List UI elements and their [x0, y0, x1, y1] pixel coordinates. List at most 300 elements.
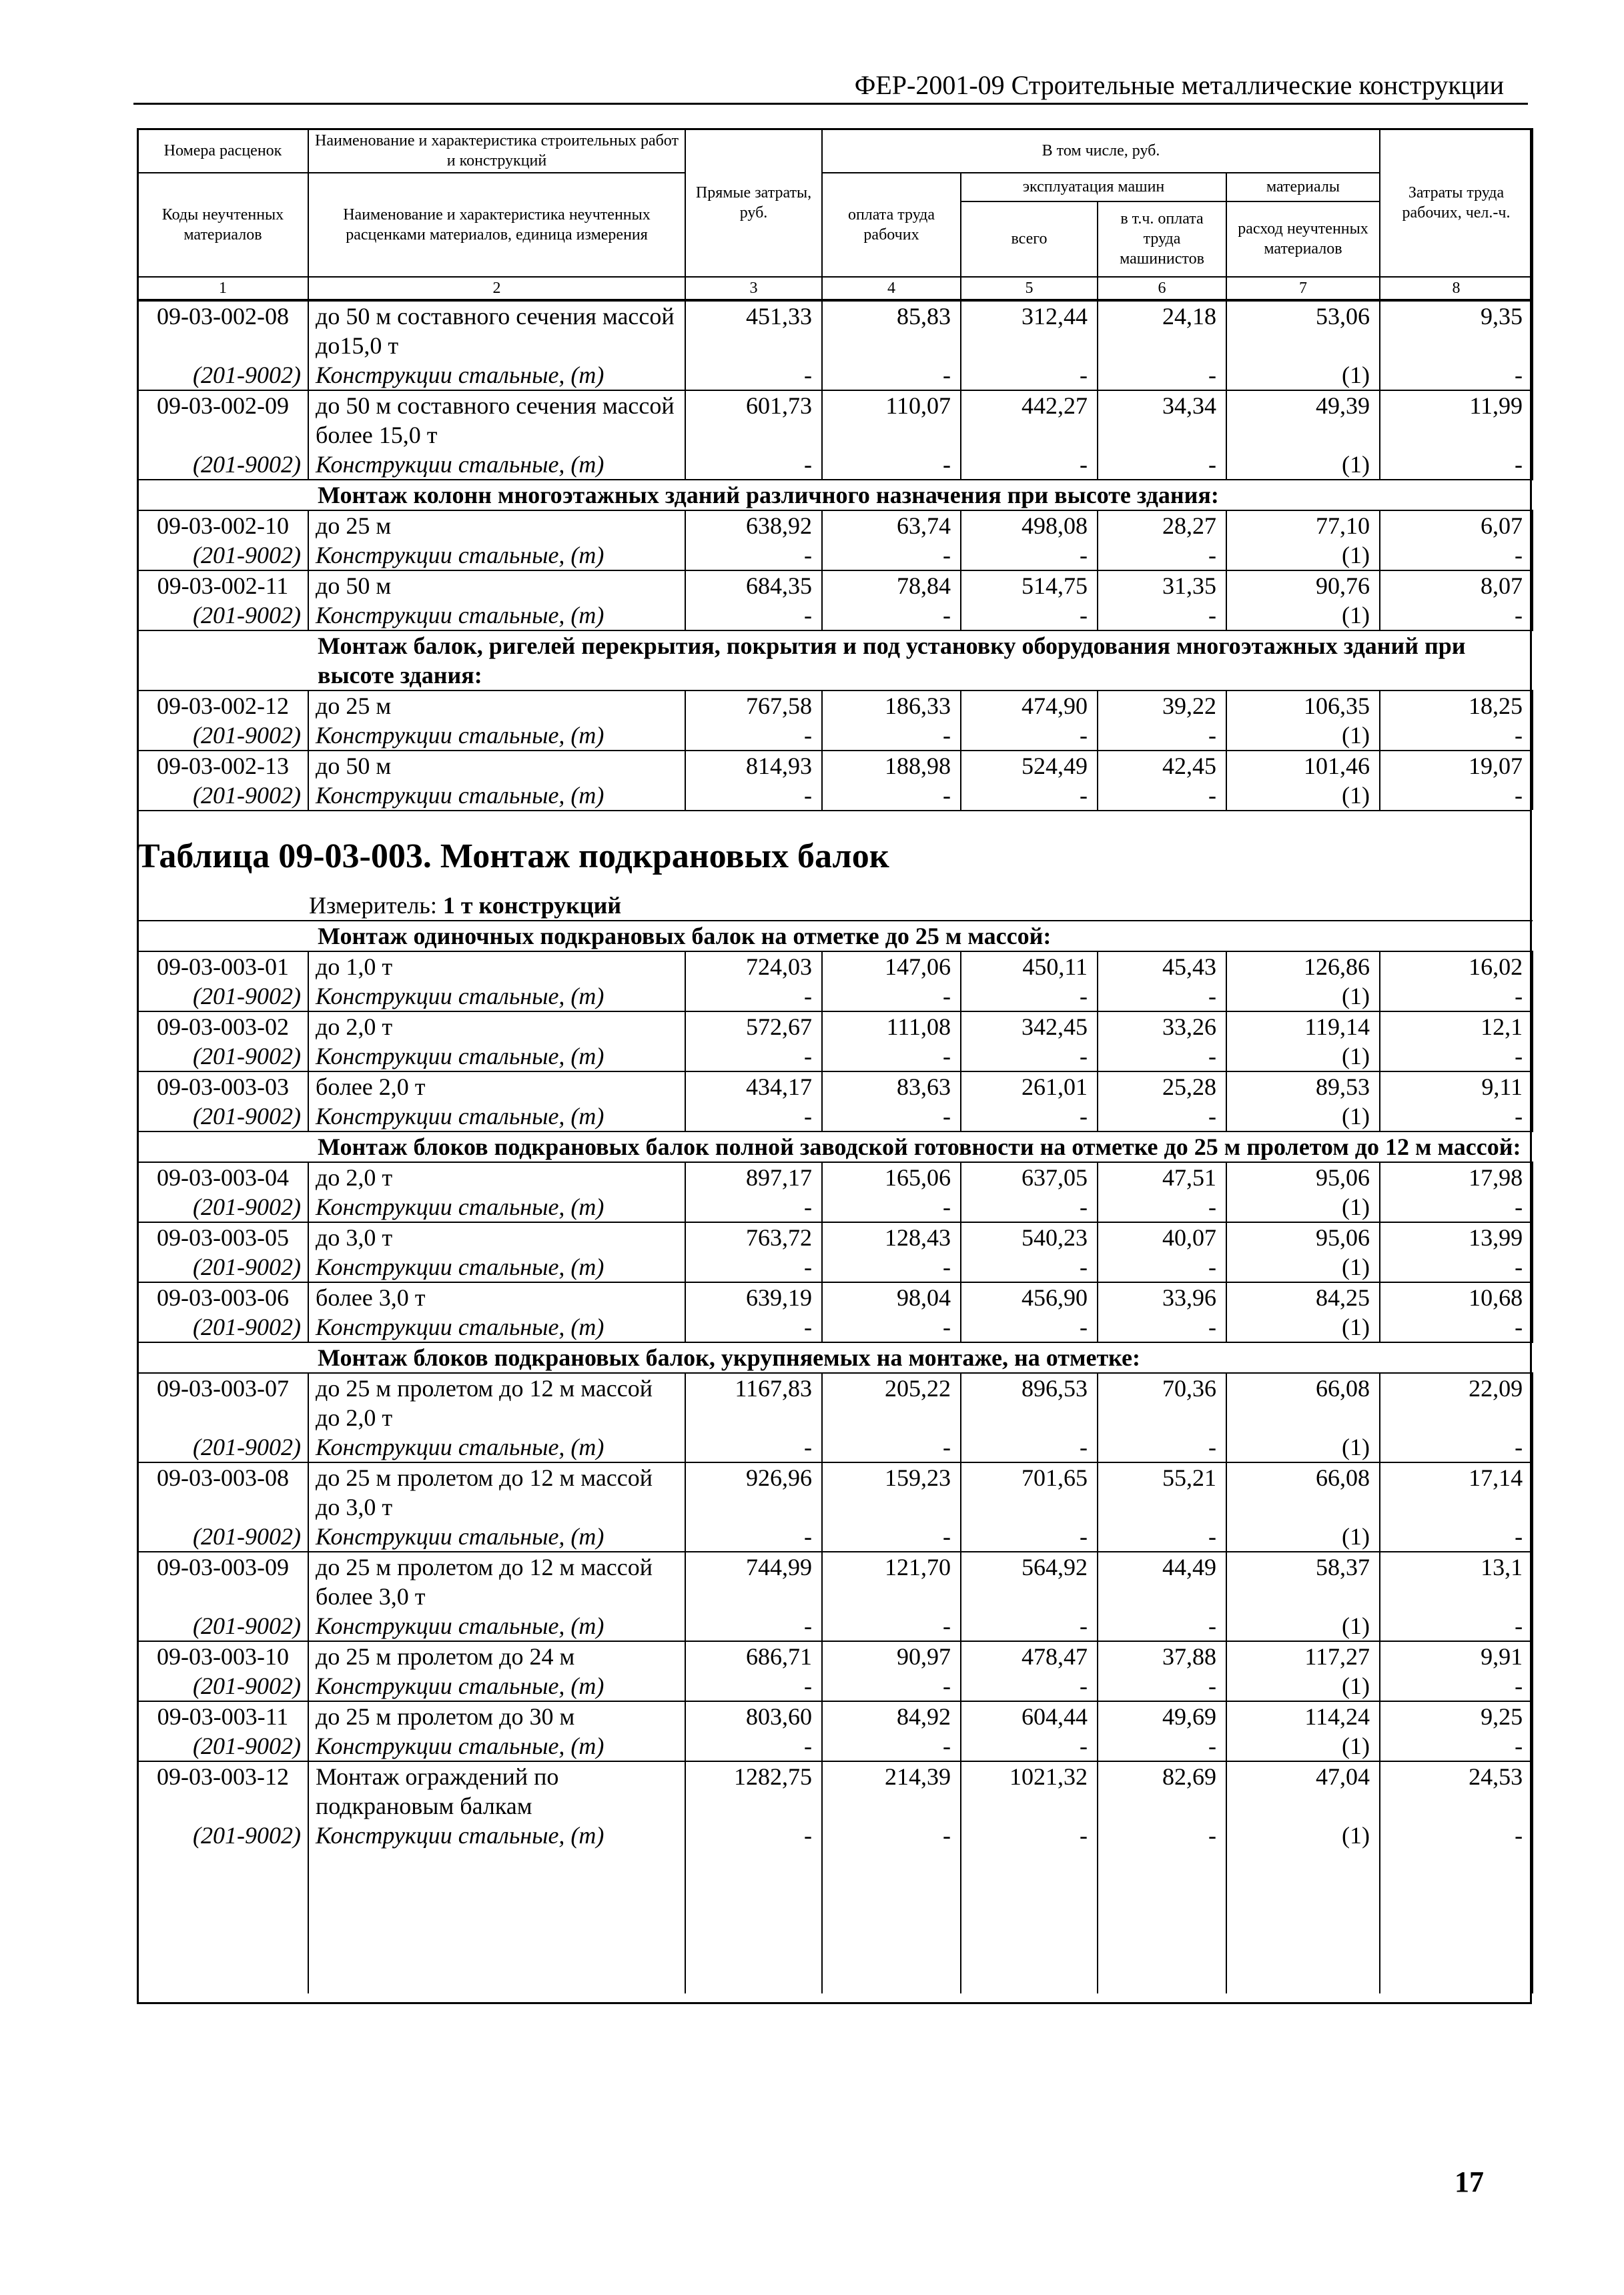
cell-code: (201-9002) [137, 1731, 308, 1761]
cell-hours: - [1380, 781, 1533, 810]
cell-mach-labor: - [1098, 781, 1226, 810]
cell-mat: (1) [1226, 721, 1380, 751]
header-code-bottom: Коды неучтенных материалов [137, 173, 308, 277]
cell-labor: 78,84 [822, 570, 961, 600]
cell-hours: 9,11 [1380, 1071, 1533, 1101]
cell-labor: 84,92 [822, 1701, 961, 1731]
material-row [137, 781, 1533, 810]
cell-labor: - [822, 1671, 961, 1701]
cell-code: 09-03-003-12 [137, 1761, 308, 1821]
cell-hours: - [1380, 1611, 1533, 1641]
rate-row [137, 1462, 1533, 1522]
cell-mach-labor: - [1098, 1101, 1226, 1131]
measure-label: Измеритель: [309, 892, 437, 919]
cell-mach: - [961, 540, 1098, 570]
cell-mach-labor: - [1098, 1821, 1226, 1850]
cell-mat: 77,10 [1226, 510, 1380, 540]
cell-mat: (1) [1226, 360, 1380, 390]
header-machine-total: всего [961, 201, 1098, 277]
cell-mach-labor: 31,35 [1098, 570, 1226, 600]
cell-name: Конструкции стальные, (т) [308, 360, 685, 390]
cell-mat: 47,04 [1226, 1761, 1380, 1821]
cell-mach-labor: - [1098, 360, 1226, 390]
section-heading: Монтаж колонн многоэтажных зданий различного назначения при высоте здания: [308, 480, 1533, 510]
cell-labor: 111,08 [822, 1011, 961, 1041]
cell-labor: 186,33 [822, 691, 961, 721]
cell-hours: 12,1 [1380, 1011, 1533, 1041]
cell-mach-labor: 24,18 [1098, 301, 1226, 360]
cell-hours: - [1380, 1821, 1533, 1850]
cell-name: до 25 м пролетом до 30 м [308, 1701, 685, 1731]
cell-hours: - [1380, 1671, 1533, 1701]
cell-name: Конструкции стальные, (т) [308, 721, 685, 751]
cell-code: (201-9002) [137, 981, 308, 1011]
cell-direct: 763,72 [685, 1222, 822, 1252]
cell-mach: - [961, 1192, 1098, 1222]
cell-mach: - [961, 1821, 1098, 1850]
cell-hours: 9,35 [1380, 301, 1533, 360]
cell-hours: - [1380, 360, 1533, 390]
section-heading: Монтаж блоков подкрановых балок, укрупняемых на монтаже, на отметке: [308, 1342, 1533, 1373]
cell-labor: 128,43 [822, 1222, 961, 1252]
cell-mach-labor: 39,22 [1098, 691, 1226, 721]
cell-mat: 114,24 [1226, 1701, 1380, 1731]
cell-name: до 25 м пролетом до 12 м массой до 3,0 т [308, 1462, 685, 1522]
cell-labor: - [822, 1432, 961, 1462]
cell-direct: 638,92 [685, 510, 822, 540]
cell-mat: 58,37 [1226, 1552, 1380, 1611]
rate-row [137, 1641, 1533, 1671]
cell-code: (201-9002) [137, 1312, 308, 1342]
cell-code: 09-03-003-11 [137, 1701, 308, 1731]
cell-name: Конструкции стальные, (т) [308, 1192, 685, 1222]
cell-name: до 50 м [308, 751, 685, 781]
cell-labor: - [822, 781, 961, 810]
cell-name: Конструкции стальные, (т) [308, 1522, 685, 1552]
cell-labor: - [822, 1192, 961, 1222]
cell-mach: 701,65 [961, 1462, 1098, 1522]
running-title: ФЕР-2001-09 Строительные металлические конструкции [854, 70, 1504, 100]
material-row [137, 1252, 1533, 1282]
cell-mach: 312,44 [961, 301, 1098, 360]
cell-mat: (1) [1226, 1611, 1380, 1641]
cell-mach-labor: 34,34 [1098, 390, 1226, 450]
cell-name: Конструкции стальные, (т) [308, 1821, 685, 1850]
cell-mach: - [961, 1432, 1098, 1462]
cell-name: более 3,0 т [308, 1282, 685, 1312]
header-materials-usage: расход неучтенных материалов [1226, 201, 1380, 277]
cell-direct: - [685, 450, 822, 480]
cell-hours: 13,99 [1380, 1222, 1533, 1252]
page-header [133, 67, 1528, 105]
cell-name: до 50 м составного сечения массой более 15,0 т [308, 390, 685, 450]
cell-direct: - [685, 1101, 822, 1131]
col-number-6: 6 [1098, 277, 1226, 300]
cell-code: 09-03-003-01 [137, 951, 308, 981]
cell-mach: - [961, 981, 1098, 1011]
cell-labor: - [822, 450, 961, 480]
cell-direct: 767,58 [685, 691, 822, 721]
cell-hours: 13,1 [1380, 1552, 1533, 1611]
header-materials-group: материалы [1226, 173, 1380, 201]
cell-mach: - [961, 1611, 1098, 1641]
cell-hours: - [1380, 1522, 1533, 1552]
cell-direct: - [685, 1522, 822, 1552]
cell-labor: 63,74 [822, 510, 961, 540]
cell-code: (201-9002) [137, 1041, 308, 1071]
rate-row [137, 691, 1533, 721]
cell-name: Конструкции стальные, (т) [308, 1671, 685, 1701]
material-row [137, 721, 1533, 751]
material-row [137, 1041, 1533, 1071]
cell-name: Конструкции стальные, (т) [308, 1312, 685, 1342]
material-row [137, 1312, 1533, 1342]
cell-mach-labor: 25,28 [1098, 1071, 1226, 1101]
cell-name: Конструкции стальные, (т) [308, 450, 685, 480]
cell-code: (201-9002) [137, 721, 308, 751]
cell-name: Конструкции стальные, (т) [308, 1041, 685, 1071]
cell-mach-labor: 82,69 [1098, 1761, 1226, 1821]
header-machine-labor: в т.ч. оплата труда машинистов [1098, 201, 1226, 277]
cell-name: до 2,0 т [308, 1162, 685, 1192]
cell-code: (201-9002) [137, 600, 308, 630]
cell-hours: - [1380, 721, 1533, 751]
header-labor-pay: оплата труда рабочих [822, 173, 961, 277]
cell-hours: 11,99 [1380, 390, 1533, 450]
cell-mach: - [961, 360, 1098, 390]
cell-code: 09-03-002-09 [137, 390, 308, 450]
cell-code: 09-03-002-12 [137, 691, 308, 721]
table-body-1 [137, 300, 1533, 810]
cell-mach: 261,01 [961, 1071, 1098, 1101]
cell-name: более 2,0 т [308, 1071, 685, 1101]
cell-labor: 90,97 [822, 1641, 961, 1671]
cell-code: 09-03-002-10 [137, 510, 308, 540]
cell-mach-labor: 45,43 [1098, 951, 1226, 981]
cell-labor: 83,63 [822, 1071, 961, 1101]
cell-name: Конструкции стальные, (т) [308, 540, 685, 570]
cell-name: Конструкции стальные, (т) [308, 781, 685, 810]
cell-mat: (1) [1226, 1821, 1380, 1850]
cell-mat: (1) [1226, 540, 1380, 570]
cell-mach: 498,08 [961, 510, 1098, 540]
cell-mach: - [961, 600, 1098, 630]
cell-direct: 686,71 [685, 1641, 822, 1671]
cell-mat: 106,35 [1226, 691, 1380, 721]
cell-hours: - [1380, 1312, 1533, 1342]
header-incl: В том числе, руб. [822, 129, 1380, 173]
cell-mach-labor: 28,27 [1098, 510, 1226, 540]
cell-code: (201-9002) [137, 1821, 308, 1850]
cell-mat: 101,46 [1226, 751, 1380, 781]
cell-name: Конструкции стальные, (т) [308, 981, 685, 1011]
rate-row [137, 301, 1533, 360]
cell-mach: 540,23 [961, 1222, 1098, 1252]
cell-code: 09-03-003-05 [137, 1222, 308, 1252]
cell-code: 09-03-003-02 [137, 1011, 308, 1041]
cell-mat: (1) [1226, 600, 1380, 630]
cell-mat: 66,08 [1226, 1373, 1380, 1432]
cell-mach-labor: - [1098, 1671, 1226, 1701]
cell-mach: - [961, 450, 1098, 480]
rates-table [137, 128, 1532, 1993]
rate-row [137, 751, 1533, 781]
table-header [137, 128, 1533, 300]
cell-direct: 451,33 [685, 301, 822, 360]
cell-mat: 95,06 [1226, 1222, 1380, 1252]
cell-mat: 90,76 [1226, 570, 1380, 600]
cell-hours: - [1380, 1252, 1533, 1282]
rate-row [137, 951, 1533, 981]
cell-code: (201-9002) [137, 1192, 308, 1222]
rate-row [137, 570, 1533, 600]
cell-name: до 25 м [308, 691, 685, 721]
cell-direct: - [685, 1731, 822, 1761]
cell-name: Монтаж ограждений по подкрановым балкам [308, 1761, 685, 1821]
cell-mat: 95,06 [1226, 1162, 1380, 1192]
cell-labor: 98,04 [822, 1282, 961, 1312]
cell-name: до 50 м составного сечения массой до15,0 т [308, 301, 685, 360]
cell-direct: - [685, 1041, 822, 1071]
cell-mat: (1) [1226, 1252, 1380, 1282]
cell-mach-labor: - [1098, 1312, 1226, 1342]
rate-row [137, 1011, 1533, 1041]
section-heading: Монтаж одиночных подкрановых балок на отметке до 25 м массой: [308, 921, 1533, 951]
col-number-4: 4 [822, 277, 961, 300]
section-heading: Монтаж блоков подкрановых балок полной заводской готовности на отметке до 25 м пролетом до 12 м массой: [308, 1131, 1533, 1162]
cell-mach: - [961, 721, 1098, 751]
cell-mach: 474,90 [961, 691, 1098, 721]
cell-mach: 896,53 [961, 1373, 1098, 1432]
cell-hours: 18,25 [1380, 691, 1533, 721]
cell-labor: 85,83 [822, 301, 961, 360]
cell-mat: (1) [1226, 1312, 1380, 1342]
cell-hours: 19,07 [1380, 751, 1533, 781]
cell-direct: - [685, 600, 822, 630]
cell-code: 09-03-003-06 [137, 1282, 308, 1312]
cell-hours: 6,07 [1380, 510, 1533, 540]
material-row [137, 1522, 1533, 1552]
cell-code: 09-03-002-08 [137, 301, 308, 360]
cell-mach: - [961, 1671, 1098, 1701]
cell-labor: - [822, 1731, 961, 1761]
cell-hours: 9,91 [1380, 1641, 1533, 1671]
cell-name: Конструкции стальные, (т) [308, 1252, 685, 1282]
header-code-top: Номера расценок [137, 129, 308, 173]
cell-labor: - [822, 1522, 961, 1552]
cell-mach: 637,05 [961, 1162, 1098, 1192]
material-row [137, 1432, 1533, 1462]
cell-mach: - [961, 1522, 1098, 1552]
cell-hours: - [1380, 981, 1533, 1011]
cell-hours: 24,53 [1380, 1761, 1533, 1821]
col-number-2: 2 [308, 277, 685, 300]
cell-labor: 214,39 [822, 1761, 961, 1821]
cell-mach-labor: 70,36 [1098, 1373, 1226, 1432]
cell-mach: - [961, 1041, 1098, 1071]
cell-mach-labor: - [1098, 540, 1226, 570]
cell-labor: - [822, 1312, 961, 1342]
cell-mach: 456,90 [961, 1282, 1098, 1312]
cell-mach-labor: 49,69 [1098, 1701, 1226, 1731]
section-heading: Монтаж балок, ригелей перекрытия, покрытия и под установку оборудования многоэтажных зданий при высоте здания: [308, 630, 1533, 691]
cell-mach: 442,27 [961, 390, 1098, 450]
cell-mat: (1) [1226, 1432, 1380, 1462]
cell-code: (201-9002) [137, 540, 308, 570]
cell-labor: - [822, 1611, 961, 1641]
cell-hours: 10,68 [1380, 1282, 1533, 1312]
col-number-5: 5 [961, 277, 1098, 300]
cell-code: 09-03-003-03 [137, 1071, 308, 1101]
cell-mach: 604,44 [961, 1701, 1098, 1731]
cell-direct: 1167,83 [685, 1373, 822, 1432]
cell-mat: 89,53 [1226, 1071, 1380, 1101]
cell-labor: - [822, 600, 961, 630]
cell-direct: 684,35 [685, 570, 822, 600]
cell-mach: 342,45 [961, 1011, 1098, 1041]
material-row [137, 1101, 1533, 1131]
cell-labor: 159,23 [822, 1462, 961, 1522]
cell-hours: - [1380, 1432, 1533, 1462]
cell-labor: - [822, 1041, 961, 1071]
cell-mach: - [961, 1731, 1098, 1761]
cell-direct: 724,03 [685, 951, 822, 981]
cell-mach-labor: - [1098, 1192, 1226, 1222]
cell-mach-labor: 33,96 [1098, 1282, 1226, 1312]
cell-mach-labor: - [1098, 1611, 1226, 1641]
col-number-3: 3 [685, 277, 822, 300]
cell-direct: - [685, 1432, 822, 1462]
cell-mach: - [961, 1252, 1098, 1282]
cell-direct: - [685, 1192, 822, 1222]
cell-hours: 17,14 [1380, 1462, 1533, 1522]
material-row [137, 450, 1533, 480]
cell-mach: 514,75 [961, 570, 1098, 600]
cell-direct: 1282,75 [685, 1761, 822, 1821]
cell-code: (201-9002) [137, 781, 308, 810]
cell-mat: (1) [1226, 1192, 1380, 1222]
cell-mach: - [961, 781, 1098, 810]
cell-mat: 117,27 [1226, 1641, 1380, 1671]
material-row [137, 1192, 1533, 1222]
material-row [137, 1731, 1533, 1761]
cell-mat: (1) [1226, 1671, 1380, 1701]
cell-direct: - [685, 360, 822, 390]
rate-row [137, 1552, 1533, 1611]
rate-row [137, 1282, 1533, 1312]
rate-row [137, 1162, 1533, 1192]
cell-mach-labor: - [1098, 1432, 1226, 1462]
cell-hours: 22,09 [1380, 1373, 1533, 1432]
cell-code: 09-03-003-09 [137, 1552, 308, 1611]
rate-row [137, 1701, 1533, 1731]
cell-mat: (1) [1226, 781, 1380, 810]
material-row [137, 360, 1533, 390]
cell-direct: - [685, 540, 822, 570]
cell-labor: - [822, 360, 961, 390]
measure-value: 1 т конструкций [442, 892, 622, 919]
cell-code: (201-9002) [137, 1252, 308, 1282]
cell-labor: - [822, 540, 961, 570]
cell-mach: - [961, 1101, 1098, 1131]
cell-mach-labor: - [1098, 981, 1226, 1011]
cell-mach-labor: 40,07 [1098, 1222, 1226, 1252]
cell-code: (201-9002) [137, 450, 308, 480]
cell-labor: - [822, 1252, 961, 1282]
cell-direct: 639,19 [685, 1282, 822, 1312]
cell-name: до 25 м [308, 510, 685, 540]
cell-mach-labor: - [1098, 1522, 1226, 1552]
cell-name: до 25 м пролетом до 24 м [308, 1641, 685, 1671]
cell-name: до 2,0 т [308, 1011, 685, 1041]
cell-hours: 16,02 [1380, 951, 1533, 981]
cell-mach: 564,92 [961, 1552, 1098, 1611]
cell-labor: 121,70 [822, 1552, 961, 1611]
cell-mat: (1) [1226, 1522, 1380, 1552]
measure-line [137, 891, 1532, 920]
cell-mach-labor: 44,49 [1098, 1552, 1226, 1611]
cell-hours: - [1380, 1731, 1533, 1761]
cell-direct: - [685, 981, 822, 1011]
cell-direct: - [685, 1252, 822, 1282]
cell-direct: - [685, 1671, 822, 1701]
cell-code: (201-9002) [137, 1611, 308, 1641]
cell-code: 09-03-002-13 [137, 751, 308, 781]
cell-hours: - [1380, 1192, 1533, 1222]
page-number: 17 [1455, 2166, 1484, 2198]
table-body-2 [137, 920, 1533, 1993]
header-name-top: Наименование и характеристика строительных работ и конструкций [308, 129, 685, 173]
cell-mat: (1) [1226, 1041, 1380, 1071]
header-machine-group: эксплуатация машин [961, 173, 1226, 201]
cell-labor: - [822, 1821, 961, 1850]
cell-hours: 8,07 [1380, 570, 1533, 600]
cell-mach-labor: - [1098, 1041, 1226, 1071]
header-labor-cost: Затраты труда рабочих, чел.-ч. [1380, 129, 1533, 277]
cell-code: 09-03-002-11 [137, 570, 308, 600]
cell-name: до 1,0 т [308, 951, 685, 981]
cell-name: до 25 м пролетом до 12 м массой более 3,0 т [308, 1552, 685, 1611]
rate-row [137, 510, 1533, 540]
cell-mach-labor: 33,26 [1098, 1011, 1226, 1041]
cell-hours: - [1380, 1101, 1533, 1131]
cell-mach-labor: 42,45 [1098, 751, 1226, 781]
material-row [137, 1611, 1533, 1641]
cell-labor: - [822, 721, 961, 751]
cell-direct: 744,99 [685, 1552, 822, 1611]
cell-labor: 165,06 [822, 1162, 961, 1192]
cell-name: Конструкции стальные, (т) [308, 1101, 685, 1131]
cell-hours: 17,98 [1380, 1162, 1533, 1192]
rate-row [137, 390, 1533, 450]
material-row [137, 540, 1533, 570]
cell-labor: 205,22 [822, 1373, 961, 1432]
cell-code: 09-03-003-08 [137, 1462, 308, 1522]
empty-filler-row [137, 1850, 1533, 1993]
cell-mach: 450,11 [961, 951, 1098, 981]
rate-row [137, 1071, 1533, 1101]
cell-mach-labor: 47,51 [1098, 1162, 1226, 1192]
cell-mach-labor: - [1098, 1252, 1226, 1282]
cell-code: 09-03-003-10 [137, 1641, 308, 1671]
cell-direct: 434,17 [685, 1071, 822, 1101]
cell-mach: 478,47 [961, 1641, 1098, 1671]
cell-labor: 147,06 [822, 951, 961, 981]
cell-mat: 84,25 [1226, 1282, 1380, 1312]
cell-direct: 814,93 [685, 751, 822, 781]
cell-direct: - [685, 781, 822, 810]
cell-name: до 25 м пролетом до 12 м массой до 2,0 т [308, 1373, 685, 1432]
